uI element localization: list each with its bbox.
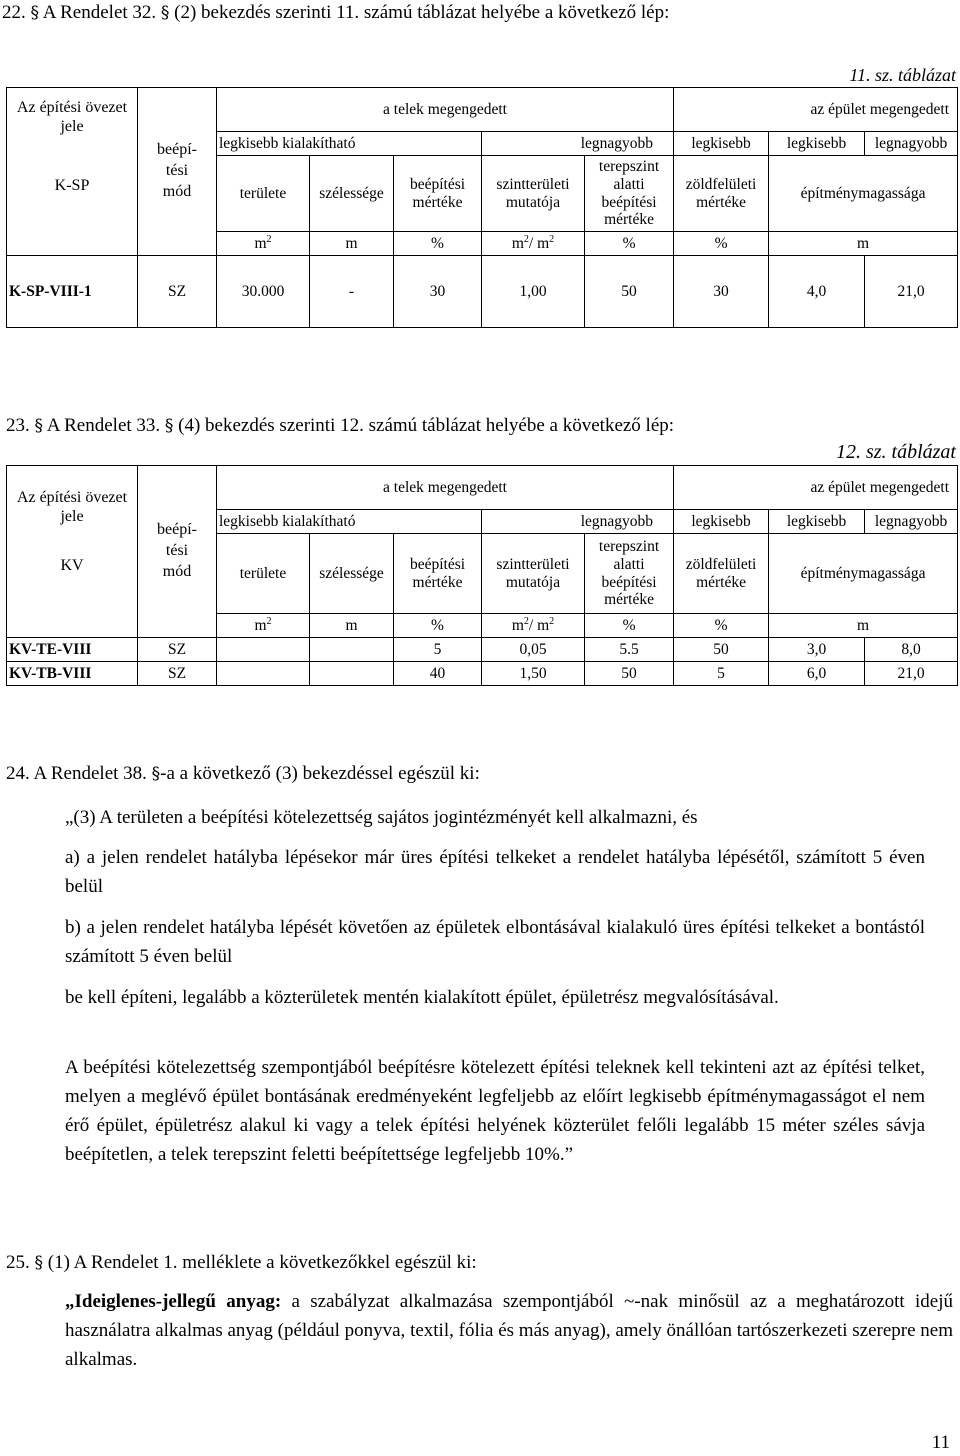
qual-legnagyobb: legnagyobb <box>482 132 674 156</box>
table-row <box>7 256 958 328</box>
unit-ratio: $m^2/$ $m^2$ <box>482 232 585 256</box>
item-22-heading <box>2 2 669 24</box>
group-telek: a telek megengedett <box>217 466 674 510</box>
col-szelessege: szélessége <box>310 156 394 232</box>
unit-m2: $m^2$ <box>217 614 310 638</box>
page-number: 11 <box>931 1432 950 1453</box>
paragraph-be-kell: be kell építeni, legalább a közterületek mentén kialakított épület, épületrész megvalósításával. <box>65 987 779 1008</box>
mode-label: beépí-tési mód <box>138 466 217 638</box>
col-terulete: területe <box>217 156 310 232</box>
qual-legnagyobb: legnagyobb <box>865 132 958 156</box>
zone-column-header <box>7 88 138 256</box>
cell-szintteruleti: 1,50 <box>482 662 585 686</box>
col-terepszint-alatti: terepszint alatti beépítési mértéke <box>585 534 674 614</box>
col-szintteruleti-mutatoja: szintterületi mutatója <box>482 534 585 614</box>
group-telek: a telek megengedett <box>217 88 674 132</box>
table-12 <box>6 465 958 686</box>
definition-paragraph <box>65 1287 953 1374</box>
table-12-caption: 12. sz. táblázat <box>835 441 956 463</box>
paragraph-3: „(3) A területen a beépítési kötelezettség sajátos jogintézményét kell alkalmazni, és <box>65 807 698 828</box>
cell-terepszint: 50 <box>585 662 674 686</box>
qual-legkisebb: legkisebb <box>769 132 865 156</box>
unit-ratio: $m^2/$ $m^2$ <box>482 614 585 638</box>
cell-szelessege <box>310 662 394 686</box>
cell-terulete: 30.000 <box>217 256 310 328</box>
unit-percent: % <box>585 614 674 638</box>
cell-szintteruleti: 1,00 <box>482 256 585 328</box>
cell-szelessege: - <box>310 256 394 328</box>
col-beepitesi-merteke: beépítési mértéke <box>394 156 482 232</box>
unit-m: m <box>769 232 958 256</box>
group-epulet: az épület megengedett <box>674 466 958 510</box>
cell-height-min: 6,0 <box>769 662 865 686</box>
paragraph-b: b) a jelen rendelet hatályba lépését követően az épületek elbontásával kialakuló üres építési telkeket a bontástól számított 5 éven belül <box>65 917 925 967</box>
unit-percent: % <box>674 232 769 256</box>
cell-beepitesi: 30 <box>394 256 482 328</box>
unit-percent: % <box>394 614 482 638</box>
cell-height-max: 21,0 <box>865 256 958 328</box>
paragraph-kotelezettseg: A beépítési kötelezettség szempontjából beépítésre kötelezett építési teleknek kell tekinteni azt az építési telket, melyen a meglévő épület bontásának eredményeként legfeljebb az előírt legkisebb építménymagasságot el nem érő épület, épületrész alakul ki vagy a telek építési helyének közterület felőli legalább 15 méter széles sávja beépítetlen, a telek terepszint feletti beépítettsége legfeljebb 10%.” <box>65 1057 925 1165</box>
qual-legkisebb: legkisebb <box>769 510 865 534</box>
cell-zold: 30 <box>674 256 769 328</box>
item-25-heading <box>6 1252 477 1274</box>
col-szelessege: szélessége <box>310 534 394 614</box>
unit-m2: $m^2$ <box>217 232 310 256</box>
col-szintteruleti-mutatoja: szintterületi mutatója <box>482 156 585 232</box>
item-25-number: 25. <box>6 1252 30 1273</box>
col-beepitesi-merteke: beépítési mértéke <box>394 534 482 614</box>
section-sign: § <box>160 3 170 23</box>
item-24-number: 24. <box>6 763 30 784</box>
qual-legkisebb-kialakithato: legkisebb kialakítható <box>217 132 482 156</box>
zone-code: KV <box>60 557 84 575</box>
section-sign: § <box>34 416 43 436</box>
item-23-ref: A Rendelet 33. <box>46 415 161 436</box>
unit-percent: % <box>585 232 674 256</box>
zone-title: Az építési övezet jele <box>16 98 128 135</box>
unit-m: m <box>310 232 394 256</box>
row-code: KV-TB-VIII <box>7 662 138 686</box>
item-25-text: (1) A Rendelet 1. melléklete a következőkkel egészül ki: <box>47 1252 477 1273</box>
section-sign: § <box>34 1253 43 1273</box>
col-epitmenymagassaga: építménymagassága <box>769 156 958 232</box>
cell-zold: 50 <box>674 638 769 662</box>
cell-beepitesi: 5 <box>394 638 482 662</box>
table-row <box>7 638 958 662</box>
item-23-text: (4) bekezdés szerinti 12. számú táblázat helyébe a következő lép: <box>178 415 675 436</box>
cell-terepszint: 50 <box>585 256 674 328</box>
row-mode: SZ <box>138 256 217 328</box>
row-mode: SZ <box>138 638 217 662</box>
table-11 <box>6 87 958 328</box>
cell-beepitesi: 40 <box>394 662 482 686</box>
cell-terulete <box>217 662 310 686</box>
paragraph-a: a) a jelen rendelet hatályba lépésekor már üres építési telkeket a rendelet hatályba lépésétől, számított 5 éven belül <box>65 847 925 897</box>
col-zoldfeluleti-merteke: zöldfelületi mértéke <box>674 156 769 232</box>
item-23-number: 23. <box>6 415 30 436</box>
item-24-text: -a a következő (3) bekezdéssel egészül ki: <box>160 763 480 784</box>
unit-m: m <box>310 614 394 638</box>
zone-title: Az építési övezet jele <box>16 488 128 525</box>
qual-legkisebb: legkisebb <box>674 132 769 156</box>
unit-m: m <box>769 614 958 638</box>
zone-code: K-SP <box>54 177 90 195</box>
cell-terulete <box>217 638 310 662</box>
item-22-number: 22. <box>2 2 26 23</box>
cell-height-min: 4,0 <box>769 256 865 328</box>
row-code: K-SP-VIII-1 <box>7 256 138 328</box>
cell-height-max: 21,0 <box>865 662 958 686</box>
cell-height-max: 8,0 <box>865 638 958 662</box>
item-24-ref: A Rendelet 38. <box>33 763 147 784</box>
col-terulete: területe <box>217 534 310 614</box>
cell-szintteruleti: 0,05 <box>482 638 585 662</box>
item-22-text: (2) bekezdés szerinti 11. számú táblázat helyébe a következő lép: <box>174 2 670 23</box>
definition-term: „Ideiglenes-jellegű anyag: <box>65 1291 282 1312</box>
unit-percent: % <box>394 232 482 256</box>
zone-column-header <box>7 466 138 638</box>
section-sign: § <box>151 764 161 784</box>
cell-zold: 5 <box>674 662 769 686</box>
group-epulet: az épület megengedett <box>674 88 958 132</box>
col-terepszint-alatti: terepszint alatti beépítési mértéke <box>585 156 674 232</box>
col-zoldfeluleti-merteke: zöldfelületi mértéke <box>674 534 769 614</box>
qual-legkisebb: legkisebb <box>674 510 769 534</box>
qual-legnagyobb: legnagyobb <box>865 510 958 534</box>
cell-szelessege <box>310 638 394 662</box>
qual-legkisebb-kialakithato: legkisebb kialakítható <box>217 510 482 534</box>
table-11-caption: 11. sz. táblázat <box>849 65 956 85</box>
definition-text: a szabályzat alkalmazása szempontjából ~-nak minősül az a meghatározott idejű használatra alkalmas anyag (például ponyva, textil, fólia és más anyag), amely önállóan tartószerkezeti szerepre nem alkalmas. <box>65 1291 953 1370</box>
table-row <box>7 662 958 686</box>
section-sign: § <box>30 3 39 23</box>
col-epitmenymagassaga: építménymagassága <box>769 534 958 614</box>
qual-legnagyobb: legnagyobb <box>482 510 674 534</box>
cell-height-min: 3,0 <box>769 638 865 662</box>
item-22-ref: A Rendelet 32. <box>42 2 157 23</box>
unit-percent: % <box>674 614 769 638</box>
section-sign: § <box>164 416 174 436</box>
cell-terepszint: 5.5 <box>585 638 674 662</box>
row-mode: SZ <box>138 662 217 686</box>
item-24-heading <box>6 763 480 785</box>
row-code: KV-TE-VIII <box>7 638 138 662</box>
item-23-heading <box>6 415 674 437</box>
mode-label: beépí-tési mód <box>138 88 217 256</box>
